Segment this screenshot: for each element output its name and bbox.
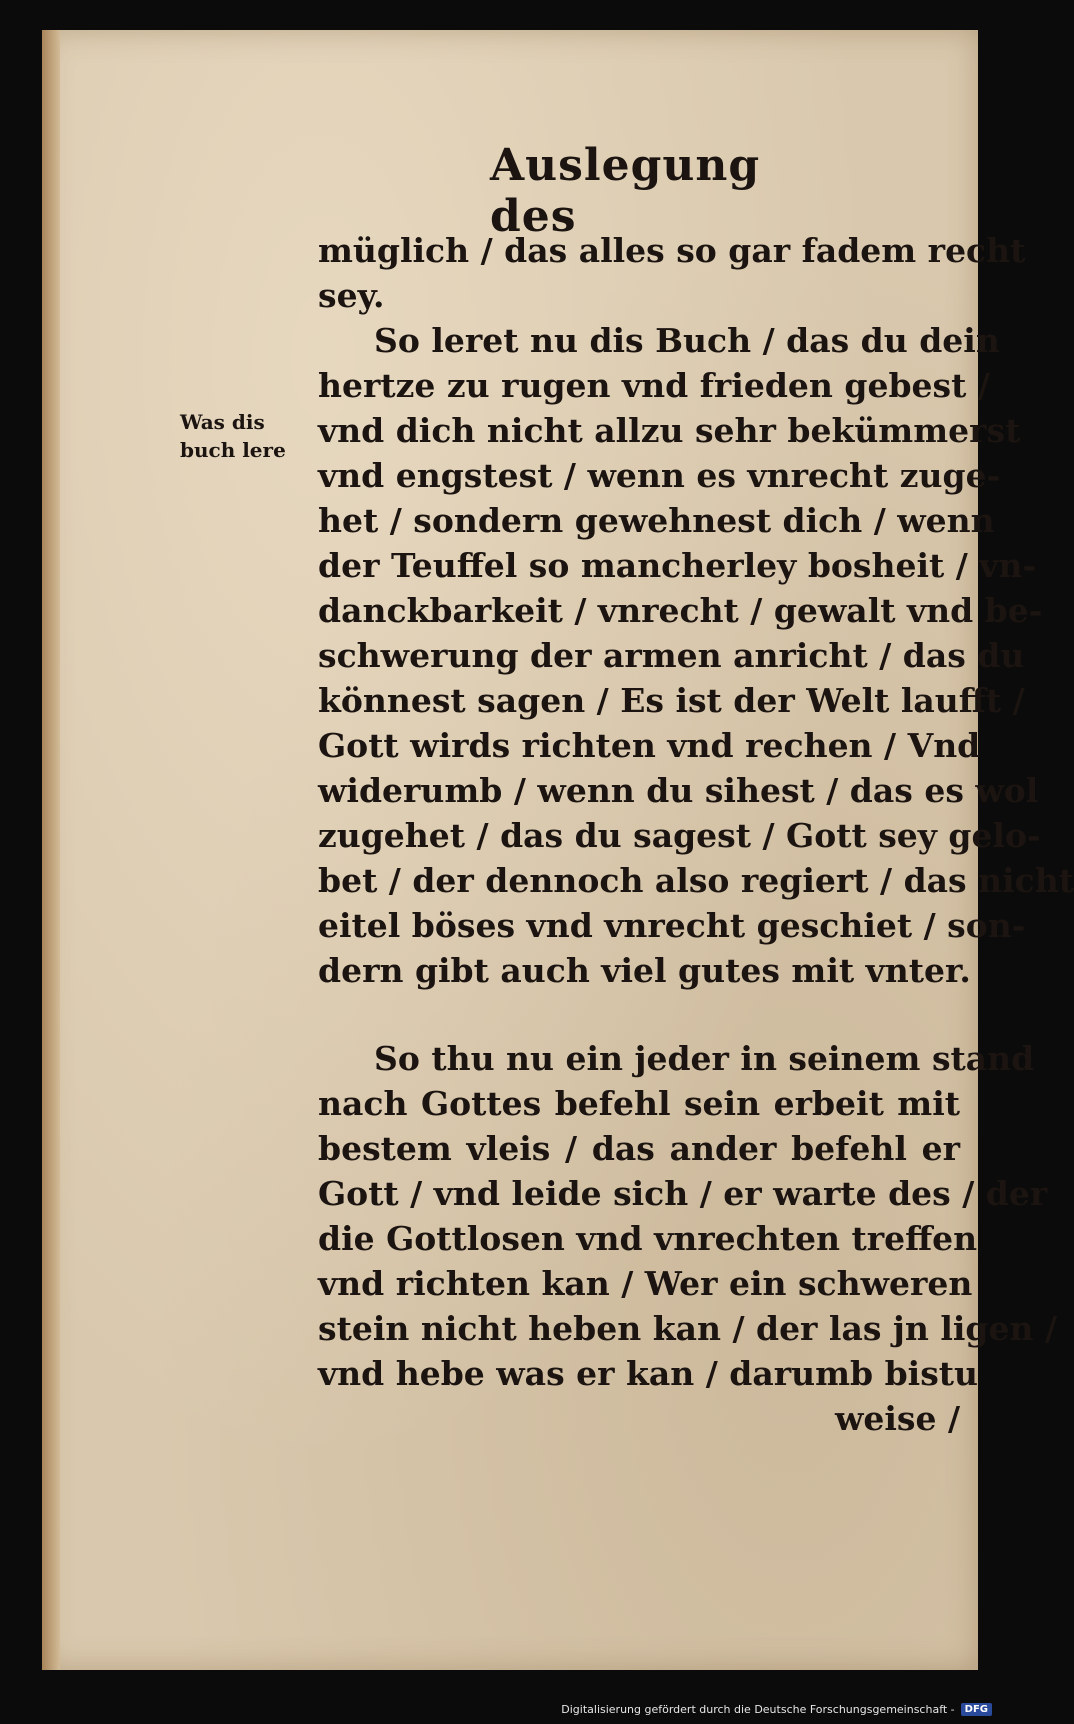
text-line: der Teuffel so mancherley bosheit / vn- <box>318 546 1037 585</box>
text-line: nach Gottes befehl sein erbeit mit <box>318 1084 960 1123</box>
text-line: sey. <box>318 276 385 315</box>
text-block-2 <box>318 1036 1058 1441</box>
dfg-logo: DFG <box>961 1703 992 1716</box>
text-line: dern gibt auch viel gutes mit vnter. <box>318 951 971 990</box>
text-line: hertze zu rugen vnd frieden gebest / <box>318 366 990 405</box>
text-line: zugehet / das du sagest / Gott sey gelo- <box>318 816 1041 855</box>
text-line: müglich / das alles so gar fadem recht <box>318 231 1026 270</box>
digitization-footer <box>561 1700 992 1718</box>
text-block-1 <box>318 228 1074 993</box>
catchword: weise / <box>834 1399 960 1438</box>
text-line: stein nicht heben kan / der las jn ligen / <box>318 1309 1058 1348</box>
text-line: eitel böses vnd vnrecht geschiet / son- <box>318 906 1026 945</box>
text-line: vnd dich nicht allzu sehr bekümmerst <box>318 411 1021 450</box>
text-line: So leret nu dis Buch / das du dein <box>374 321 1000 360</box>
text-line: So thu nu ein jeder in seinem stand <box>374 1039 1035 1078</box>
running-head: Auslegung des <box>490 140 761 242</box>
text-line: schwerung der armen anricht / das du <box>318 636 1025 675</box>
text-line: bestem vleis / das ander befehl er <box>318 1129 960 1168</box>
page-edge <box>42 30 60 1670</box>
text-line: könnest sagen / Es ist der Welt laufft / <box>318 681 1025 720</box>
text-line: die Gottlosen vnd vnrechten treffen <box>318 1219 978 1258</box>
text-line: vnd hebe was er kan / darumb bistu <box>318 1354 979 1393</box>
text-line: Gott / vnd leide sich / er warte des / der <box>318 1174 1048 1213</box>
margin-note: Was dis buch lere <box>180 410 286 462</box>
text-line: Gott wirds richten vnd rechen / Vnd <box>318 726 981 765</box>
text-line: het / sondern gewehnest dich / wenn <box>318 501 995 540</box>
text-line: danckbarkeit / vnrecht / gewalt vnd be- <box>318 591 1043 630</box>
text-line: widerumb / wenn du sihest / das es wol <box>318 771 1039 810</box>
text-line: vnd richten kan / Wer ein schweren <box>318 1264 973 1303</box>
text-line: vnd engstest / wenn es vnrecht zuge- <box>318 456 1001 495</box>
footer-text: Digitalisierung gefördert durch die Deutsche Forschungsgemeinschaft - <box>561 1702 955 1716</box>
text-line: bet / der dennoch also regiert / das nicht <box>318 861 1074 900</box>
